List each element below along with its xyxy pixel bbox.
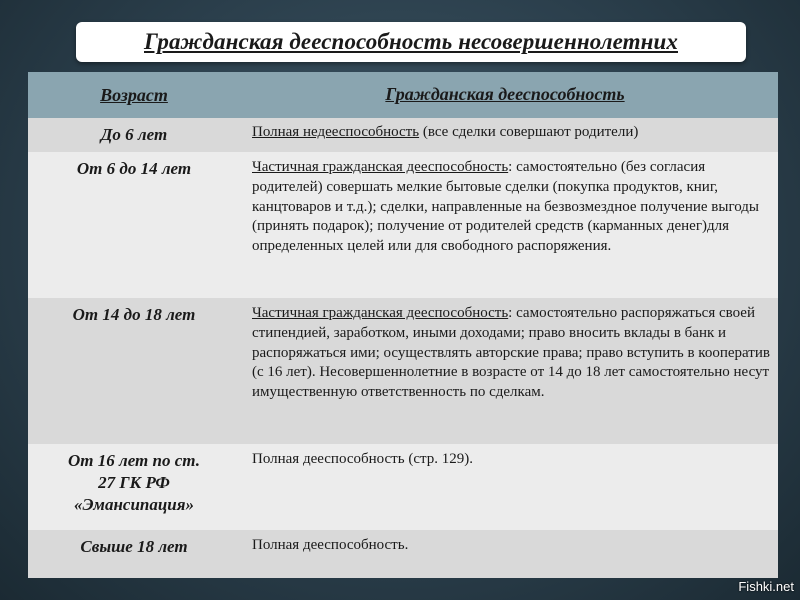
capacity-term: Полная недееспособность xyxy=(252,124,420,140)
age-cell: До 6 лет xyxy=(100,125,168,144)
capacity-term: Частичная гражданская дееспособность xyxy=(252,305,509,321)
table-row xyxy=(28,298,778,444)
capacity-text: (все сделки совершают родители) xyxy=(419,124,639,140)
page-title: Гражданская дееспособность несовершеннолетних xyxy=(144,29,678,54)
table-row xyxy=(28,530,778,578)
capacity-cell xyxy=(240,298,778,444)
capacity-term: Частичная гражданская дееспособность xyxy=(252,159,509,175)
capacity-text: : самостоятельно распоряжаться своей стипендией, заработком, иными доходами; право вносить вклады в банк и распоряжаться ими; осуществлять авторские права; право вступить в кооператив (с 16 лет). Несовершеннолетние в возрасте от 14 до 18 лет самостоятельно несут имущественную ответственность по сделкам. xyxy=(252,305,770,401)
age-cell: От 16 лет по ст. 27 ГК РФ «Эмансипация» xyxy=(68,451,200,514)
table-row xyxy=(28,444,778,530)
capacity-cell xyxy=(240,530,778,578)
watermark: Fishki.net xyxy=(738,579,794,594)
capacity-cell xyxy=(240,152,778,298)
capacity-cell xyxy=(240,118,778,152)
capacity-table xyxy=(28,72,778,578)
age-cell: Свыше 18 лет xyxy=(80,537,188,556)
capacity-text: : самостоятельно (без согласия родителей) совершать мелкие бытовые сделки (покупка продуктов, книг, канцтоваров и т.д.); сделки, направленные на безвозмездное получение выгоды (принять подарок); получение от родителей средств (карманных денег)для определенных целей или для свободного распоряжения. xyxy=(252,159,760,255)
capacity-text: Полная дееспособность. xyxy=(252,537,409,553)
capacity-cell xyxy=(240,444,778,530)
age-cell: От 6 до 14 лет xyxy=(76,159,192,178)
title-box xyxy=(76,22,746,62)
table-row xyxy=(28,152,778,298)
header-age: Возраст xyxy=(100,85,168,105)
header-capacity: Гражданская дееспособность xyxy=(385,84,625,105)
table-header-row xyxy=(28,72,778,118)
age-cell: От 14 до 18 лет xyxy=(72,305,196,324)
table-row xyxy=(28,118,778,152)
capacity-text: Полная дееспособность (стр. 129). xyxy=(252,451,473,467)
